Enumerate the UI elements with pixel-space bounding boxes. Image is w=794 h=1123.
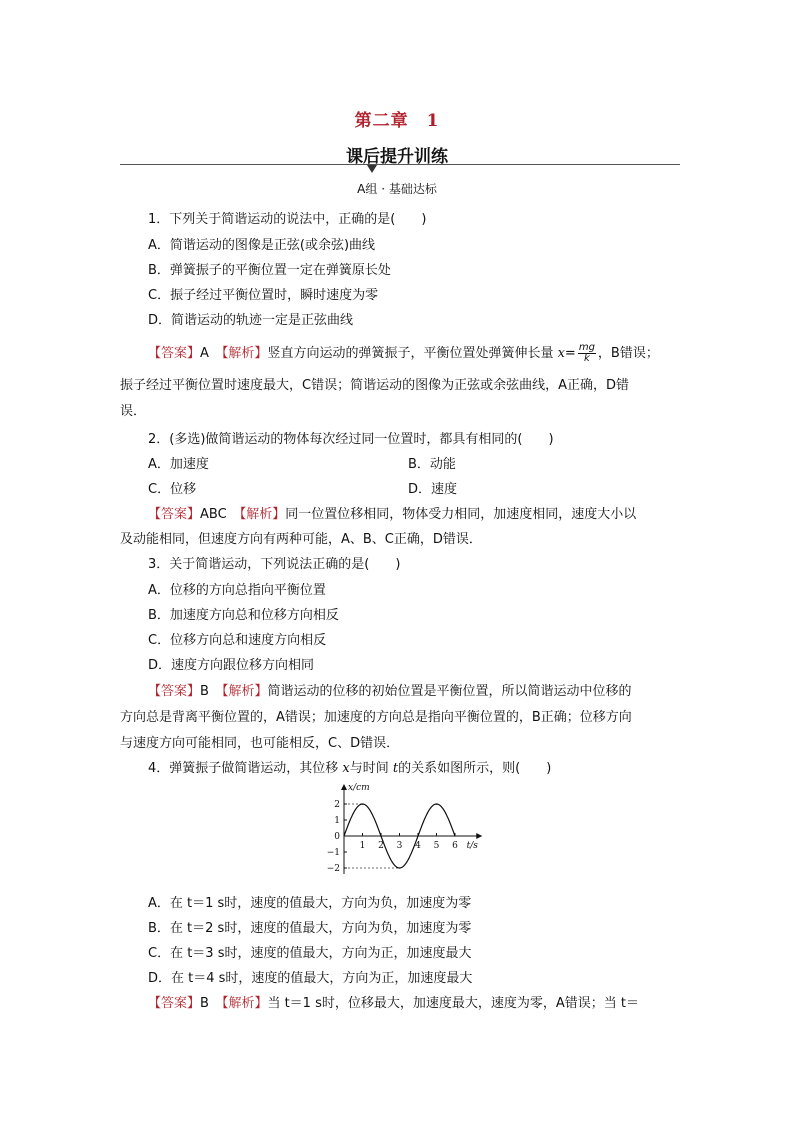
q1-fraction-numerator: mg [578, 342, 595, 353]
analysis-label: 【解析】 [221, 684, 268, 699]
analysis-label: 【解析】 [239, 507, 286, 522]
x-tick-label: 5 [433, 841, 440, 851]
q3-answer: B [200, 684, 222, 699]
y-tick-label: −2 [326, 864, 340, 874]
q1-analysis-line-2: 振子经过平衡位置时速度最大，C错误；简谐运动的图像为正弦或余弦曲线，A正确，D错 [120, 378, 629, 393]
q3-analysis-text: 简谐运动的位移的初始位置是平衡位置，所以简谐运动中位移的 [267, 684, 632, 699]
q3-option-b: B．加速度方向总和位移方向相反 [148, 608, 339, 623]
data-point [436, 803, 437, 804]
data-point [427, 813, 428, 814]
q1-answer-line [148, 342, 659, 364]
data-point [399, 867, 400, 868]
q1-answer: A [200, 346, 222, 361]
data-point [343, 835, 344, 836]
y-tick-label: −1 [326, 848, 340, 858]
q4-stem-t: t [392, 761, 399, 776]
q4-option-a: A．在 t＝1 s时，速度的值最大，方向为负，加速度为零 [148, 896, 472, 911]
y-tick-label: 0 [334, 832, 340, 842]
q2-analysis-text: 同一位置位移相同，物体受力相同，加速度相同，速度大小以 [285, 507, 637, 522]
header-divider [120, 164, 680, 165]
q4-option-c: C．在 t＝3 s时，速度的值最大，方向为正，加速度最大 [148, 946, 472, 961]
q4-option-d: D．在 t＝4 s时，速度的值最大，方向为正，加速度最大 [148, 971, 473, 986]
x-tick-label: 6 [452, 841, 458, 851]
q2-option-b: B．动能 [408, 457, 456, 472]
q2-option-c: C．位移 [148, 482, 197, 497]
q4-stem [148, 757, 551, 776]
x-axis-arrow-icon [476, 833, 482, 839]
q1-option-b: B．弹簧振子的平衡位置一定在弹簧原长处 [148, 263, 391, 278]
q4-analysis-text: 当 t＝1 s时，位移最大，加速度最大，速度为零，A错误；当 t＝ [267, 996, 639, 1011]
q1-analysis-line-3: 误． [120, 404, 147, 419]
data-point [445, 813, 446, 814]
data-point [390, 858, 391, 859]
q4-stem-text-a: 4．弹簧振子做简谐运动，其位移 [148, 761, 343, 776]
data-point [362, 803, 363, 804]
group-title: A组 · 基础达标 [357, 182, 437, 196]
data-point [371, 813, 372, 814]
y-axis-arrow-icon [341, 784, 347, 790]
q1-math-var: x [557, 346, 565, 361]
answer-label: 【答案】 [148, 684, 201, 699]
q2-stem: 2．(多选)做简谐运动的物体每次经过同一位置时，都具有相同的( ) [148, 432, 554, 447]
q1-analysis-text: 竖直方向运动的弹簧振子，平衡位置处弹簧伸长量 [267, 346, 558, 361]
q4-answer: B [200, 996, 222, 1011]
analysis-label: 【解析】 [221, 996, 268, 1011]
q4-stem-text-b: 与时间 [349, 761, 393, 776]
x-tick-label: 4 [415, 841, 421, 851]
triangle-marker-icon [367, 165, 377, 173]
answer-label: 【答案】 [148, 507, 201, 522]
chapter-title: 第二章 1 [354, 111, 440, 131]
y-axis-label: x/cm [348, 783, 370, 793]
data-point [408, 858, 409, 859]
q3-analysis-line-3: 与速度方向可能相同，也可能相反，C、D错误． [120, 736, 400, 751]
q3-stem: 3．关于简谐运动，下列说法正确的是( ) [148, 557, 401, 572]
q2-analysis-line-2: 及动能相同，但速度方向有两种可能，A、B、C正确，D错误． [120, 532, 482, 547]
x-tick-label: 2 [378, 841, 384, 851]
answer-label: 【答案】 [148, 996, 201, 1011]
q3-option-c: C．位移方向总和速度方向相反 [148, 633, 327, 648]
q3-option-a: A．位移的方向总指向平衡位置 [148, 583, 326, 598]
q2-answer-line [148, 503, 636, 522]
q1-option-a: A．简谐运动的图像是正弦(或余弦)曲线 [148, 238, 376, 253]
q2-option-a: A．加速度 [148, 457, 209, 472]
y-tick-label: 2 [334, 800, 340, 810]
q4-displacement-time-graph [322, 780, 498, 882]
q2-answer: ABC [200, 507, 240, 522]
q4-stem-text-c: 的关系如图所示，则( ) [398, 761, 552, 776]
x-tick-label: 3 [396, 841, 403, 851]
y-tick-label: 1 [334, 816, 340, 826]
x-tick-label: 1 [359, 841, 366, 851]
q4-option-b: B．在 t＝2 s时，速度的值最大，方向为负，加速度为零 [148, 921, 472, 936]
q1-option-d: D．简谐运动的轨迹一定是正弦曲线 [148, 313, 354, 328]
q1-stem: 1．下列关于简谐运动的说法中，正确的是( ) [148, 212, 427, 227]
data-point [353, 813, 354, 814]
section-title: 课后提升训练 [346, 147, 448, 167]
analysis-label: 【解析】 [221, 346, 268, 361]
q3-answer-line [148, 680, 631, 699]
q3-option-d: D．速度方向跟位移方向相同 [148, 658, 315, 673]
q1-fraction [578, 343, 596, 364]
q2-option-d: D．速度 [408, 482, 458, 497]
q4-stem-x: x [342, 761, 350, 776]
q1-analysis-text-b: ，B错误； [597, 346, 659, 361]
q3-analysis-line-2: 方向总是背离平衡位置的，A错误；加速度的方向总是指向平衡位置的，B正确；位移方向 [120, 710, 632, 725]
q1-math-eq: = [564, 346, 576, 361]
q1-option-c: C．振子经过平衡位置时，瞬时速度为零 [148, 288, 379, 303]
x-axis-label: t/s [466, 841, 478, 851]
answer-label: 【答案】 [148, 346, 201, 361]
q1-fraction-denominator: k [583, 353, 590, 364]
q4-answer-line [148, 992, 639, 1011]
